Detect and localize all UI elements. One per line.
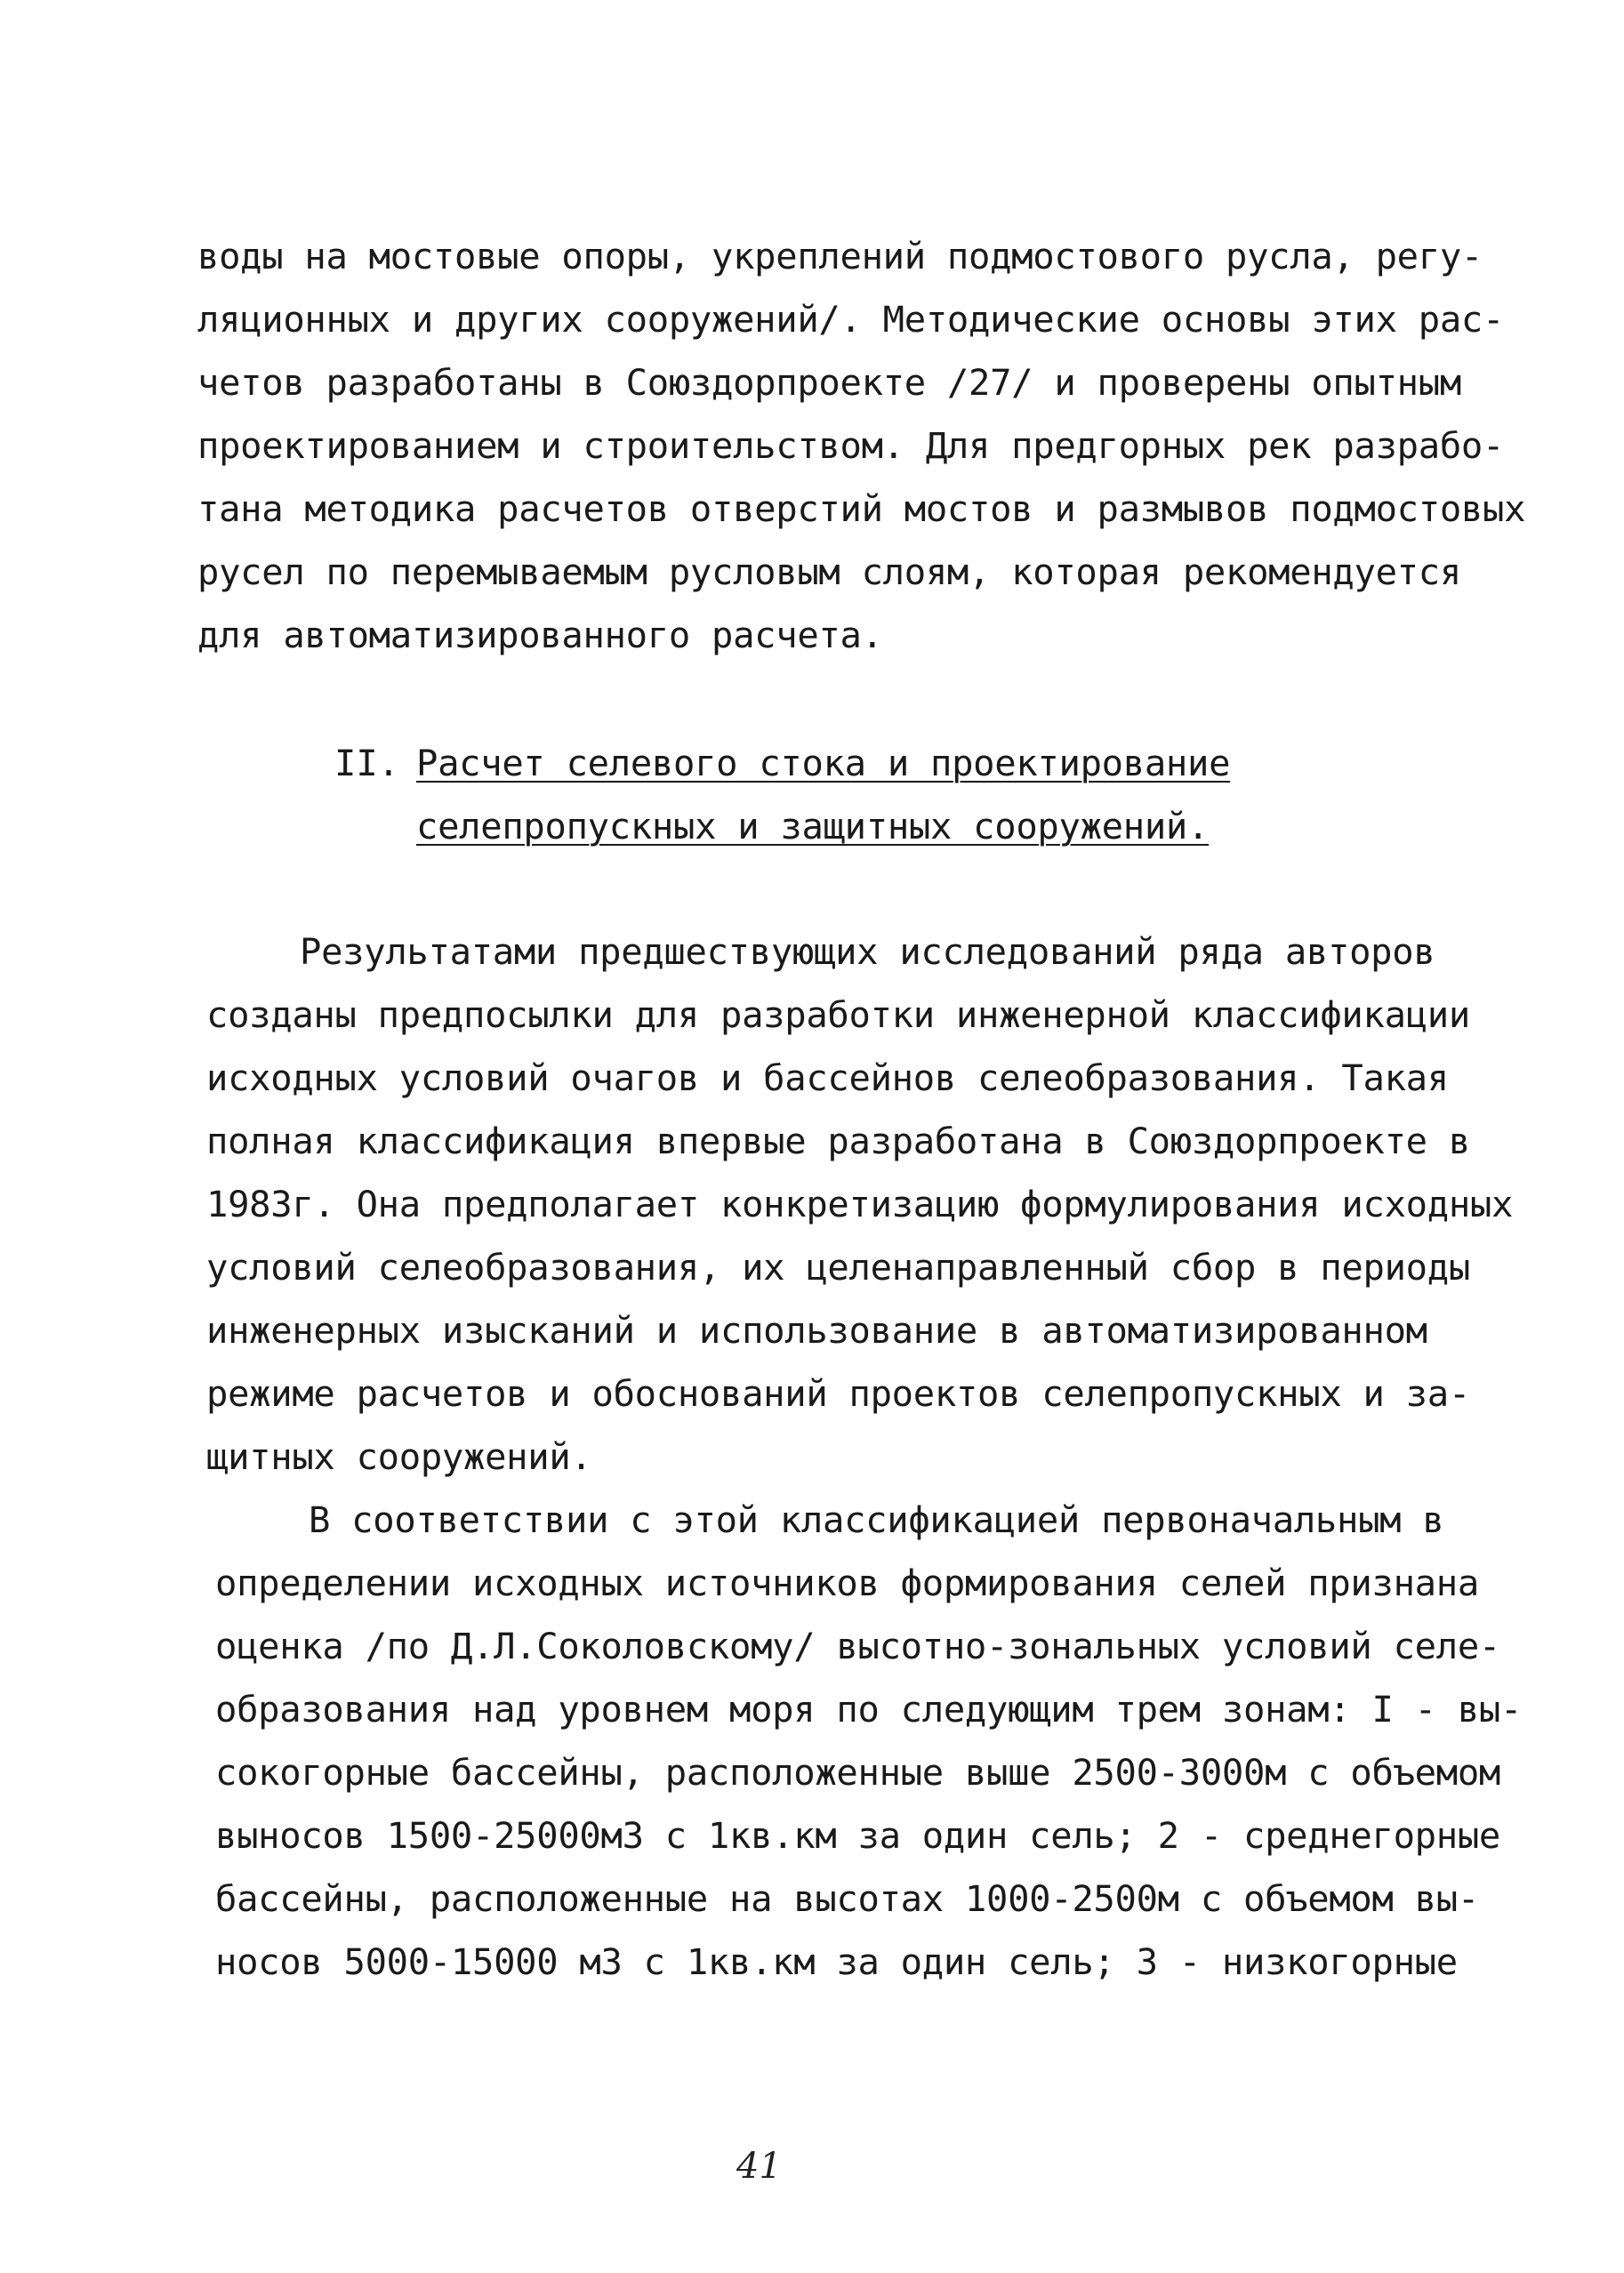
text-line: определении исходных источников формирования селей признана [215, 1562, 1479, 1604]
text-line: оценка /по Д.Л.Соколовскому/ высотно-зональных условий селе- [215, 1625, 1500, 1667]
text-line: для автоматизированного расчета. [197, 614, 883, 656]
heading-line: Расчет селевого стока и проектирование [416, 742, 1231, 784]
text-line: носов 5000-15000 м3 с 1кв.км за один сель; 3 - низкогорные [215, 1940, 1458, 1983]
text-line: ляционных и других сооружений/. Методические основы этих рас- [197, 298, 1505, 341]
text-line: полная классификация впервые разработана в Союздорпроекте в [206, 1120, 1470, 1162]
text-line: режиме расчетов и обоснований проектов селепропускных и за- [206, 1372, 1470, 1415]
text-line: условий селеобразования, их целенаправленный сбор в периоды [206, 1246, 1470, 1289]
text-line: исходных условий очагов и бассейнов селеобразования. Такая [206, 1056, 1449, 1099]
text-line: проектированием и строительством. Для предгорных рек разрабо- [197, 424, 1505, 467]
text-line: В соответствии с этой классификацией первоначальным в [309, 1498, 1444, 1541]
text-line: сокогорные бассейны, расположенные выше 2500-3000м с объемом [215, 1751, 1500, 1794]
text-line: созданы предпосылки для разработки инженерной классификации [206, 993, 1470, 1036]
text-line: образования над уровнем моря по следующим трем зонам: I - вы- [215, 1688, 1523, 1731]
text-line: щитных сооружений. [206, 1435, 592, 1478]
text-line: русел по перемываемым русловым слоям, которая рекомендуется [197, 550, 1461, 593]
text-line: четов разработаны в Союздорпроекте /27/ и проверены опытным [197, 361, 1461, 404]
section-number: II. [334, 742, 400, 784]
text-line: тана методика расчетов отверстий мостов и размывов подмостовых [197, 487, 1526, 530]
text-line: инженерных изысканий и использование в автоматизированном [206, 1309, 1427, 1352]
text-line: выносов 1500-25000м3 с 1кв.км за один сель; 2 - среднегорные [215, 1814, 1500, 1857]
text-line: Результатами предшествующих исследований ряда авторов [300, 930, 1435, 973]
heading-line: селепропускных и защитных сооружений. [416, 805, 1210, 847]
text-line: бассейны, расположенные на высотах 1000-2500м с объемом вы- [215, 1877, 1479, 1920]
page-number: 41 [736, 2146, 782, 2187]
text-line: 1983г. Она предполагает конкретизацию формулирования исходных [206, 1183, 1514, 1225]
text-line: воды на мостовые опоры, укреплений подмостового русла, регу- [197, 235, 1483, 277]
